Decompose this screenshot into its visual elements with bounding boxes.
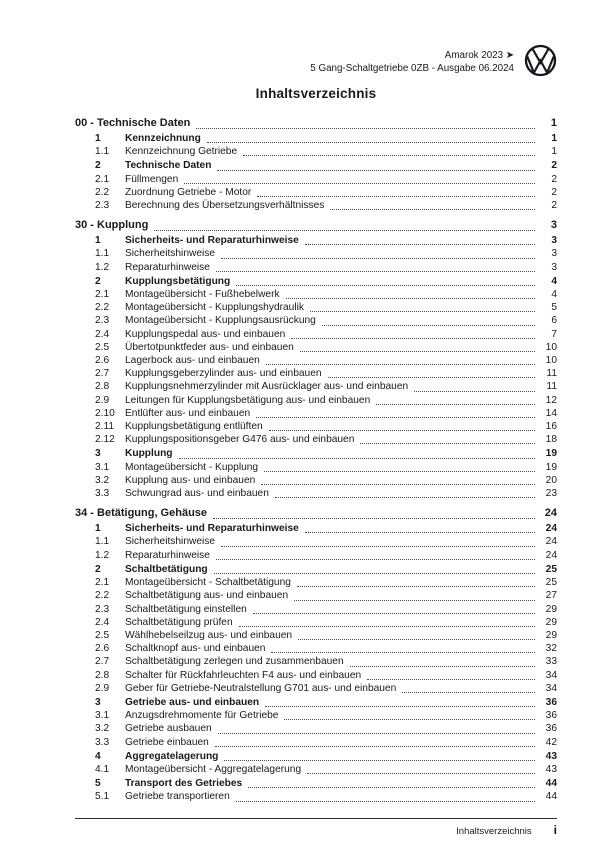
dot-leader bbox=[275, 497, 535, 498]
dot-leader bbox=[300, 351, 535, 352]
section-label: Schaltbetätigung einstellen bbox=[125, 603, 247, 615]
section-label: Zuordnung Getriebe - Motor bbox=[125, 186, 252, 198]
section-page-number: 2 bbox=[551, 200, 557, 212]
section-label: Getriebe einbauen bbox=[125, 736, 209, 748]
section-number: 2.3 bbox=[95, 200, 110, 212]
toc-section-row[interactable] bbox=[75, 474, 557, 487]
toc-section-row[interactable] bbox=[75, 261, 557, 274]
dot-leader bbox=[360, 443, 535, 444]
section-label: Schaltbetätigung zerlegen und zusammenbauen bbox=[125, 656, 344, 668]
chapter-label: 30 - Kupplung bbox=[75, 219, 149, 232]
toc-section-row[interactable] bbox=[75, 394, 557, 407]
section-page-number: 25 bbox=[545, 577, 557, 589]
section-page-number: 25 bbox=[545, 563, 557, 575]
section-label: Übertotpunktfeder aus- und einbauen bbox=[125, 341, 294, 353]
toc-section-row[interactable] bbox=[75, 247, 557, 260]
dot-leader bbox=[291, 338, 535, 339]
section-number: 2.5 bbox=[95, 629, 110, 641]
section-number: 2.9 bbox=[95, 682, 110, 694]
section-number: 2.5 bbox=[95, 341, 110, 353]
toc-section-row[interactable] bbox=[75, 447, 557, 460]
toc-section-row[interactable] bbox=[75, 288, 557, 301]
section-page-number: 36 bbox=[545, 696, 557, 708]
section-page-number: 24 bbox=[545, 523, 557, 535]
dot-leader bbox=[307, 773, 535, 774]
section-label: Kupplung aus- und einbauen bbox=[125, 474, 256, 486]
section-page-number: 36 bbox=[545, 710, 557, 722]
toc-section-row[interactable] bbox=[75, 603, 557, 616]
toc-section-row[interactable] bbox=[75, 173, 557, 186]
section-number: 1.1 bbox=[95, 536, 110, 548]
toc-chapter-row[interactable] bbox=[75, 116, 557, 131]
section-number: 2.3 bbox=[95, 315, 110, 327]
section-number: 2 bbox=[95, 160, 101, 172]
dot-leader bbox=[305, 244, 535, 245]
section-number: 4 bbox=[95, 750, 101, 762]
section-label: Montageübersicht - Aggregatelagerung bbox=[125, 763, 302, 775]
dot-leader bbox=[402, 692, 535, 693]
section-page-number: 10 bbox=[545, 341, 557, 353]
table-of-contents bbox=[75, 116, 557, 804]
section-number: 3.3 bbox=[95, 736, 110, 748]
section-page-number: 11 bbox=[546, 381, 557, 393]
model-line: Amarok 2023 ➤ bbox=[444, 50, 514, 61]
dot-leader bbox=[213, 518, 535, 519]
section-page-number: 19 bbox=[545, 448, 557, 460]
section-label: Kupplungsbetätigung bbox=[125, 275, 231, 287]
dot-leader bbox=[269, 430, 535, 431]
dot-leader bbox=[214, 573, 535, 574]
toc-section-row[interactable] bbox=[75, 301, 557, 314]
chapter-page-number: 3 bbox=[550, 219, 557, 232]
section-number: 2.4 bbox=[95, 328, 110, 340]
toc-section-row[interactable] bbox=[75, 522, 557, 535]
section-label: Kupplungsbetätigung entlüften bbox=[125, 421, 263, 433]
section-label: Kupplung bbox=[125, 448, 173, 460]
toc-section-row[interactable] bbox=[75, 563, 557, 576]
dot-leader bbox=[284, 719, 535, 720]
dot-leader bbox=[330, 209, 535, 210]
section-page-number: 29 bbox=[545, 629, 557, 641]
section-label: Montageübersicht - Kupplung bbox=[125, 461, 259, 473]
section-label: Montageübersicht - Schaltbetätigung bbox=[125, 577, 291, 589]
section-label: Anzugsdrehmomente für Getriebe bbox=[125, 710, 279, 722]
section-page-number: 34 bbox=[545, 669, 557, 681]
dot-leader bbox=[221, 258, 535, 259]
section-number: 1 bbox=[95, 133, 101, 144]
dot-leader bbox=[328, 377, 535, 378]
section-label: Montageübersicht - Fußhebelwerk bbox=[125, 289, 280, 301]
section-page-number: 5 bbox=[551, 302, 557, 314]
section-page-number: 1 bbox=[551, 133, 557, 144]
toc-section-row[interactable] bbox=[75, 487, 557, 500]
dot-leader bbox=[243, 155, 535, 156]
section-number: 3.3 bbox=[95, 488, 110, 500]
section-label: Schaltbetätigung aus- und einbauen bbox=[125, 590, 289, 602]
page-header bbox=[75, 44, 557, 77]
toc-section-row[interactable] bbox=[75, 709, 557, 722]
section-label: Geber für Getriebe-Neutralstellung G701 aus- und einbauen bbox=[125, 682, 397, 694]
section-label: Aggregatelagerung bbox=[125, 750, 219, 762]
section-label: Reparaturhinweise bbox=[125, 549, 210, 561]
toc-section-row[interactable] bbox=[75, 535, 557, 548]
chapter-label: 00 - Technische Daten bbox=[75, 117, 191, 129]
section-number: 3 bbox=[95, 448, 101, 460]
section-number: 5.1 bbox=[95, 791, 110, 803]
section-page-number: 43 bbox=[545, 763, 557, 775]
dot-leader bbox=[271, 652, 535, 653]
toc-section-row[interactable] bbox=[75, 696, 557, 709]
chapter-page-number: 1 bbox=[550, 117, 557, 129]
toc-section-row[interactable] bbox=[75, 655, 557, 668]
section-number: 2.7 bbox=[95, 656, 110, 668]
section-number: 2.6 bbox=[95, 643, 110, 655]
dot-leader bbox=[216, 271, 535, 272]
section-page-number: 6 bbox=[551, 315, 557, 327]
dot-leader bbox=[265, 706, 535, 707]
section-number: 2.6 bbox=[95, 355, 110, 367]
section-label: Getriebe ausbauen bbox=[125, 723, 212, 735]
dot-leader bbox=[236, 801, 535, 802]
section-page-number: 29 bbox=[545, 616, 557, 628]
section-label: Reparaturhinweise bbox=[125, 261, 210, 273]
dot-leader bbox=[253, 613, 535, 614]
section-page-number: 11 bbox=[546, 368, 557, 380]
section-page-number: 34 bbox=[545, 682, 557, 694]
toc-section-row[interactable] bbox=[75, 763, 557, 776]
dot-leader bbox=[264, 471, 535, 472]
section-page-number: 14 bbox=[545, 407, 557, 419]
section-page-number: 27 bbox=[545, 590, 557, 602]
section-label: Schalter für Rückfahrleuchten F4 aus- und einbauen bbox=[125, 669, 362, 681]
toc-section-row[interactable] bbox=[75, 275, 557, 288]
section-page-number: 2 bbox=[551, 160, 557, 172]
toc-section-row[interactable] bbox=[75, 589, 557, 602]
section-page-number: 44 bbox=[545, 791, 557, 803]
toc-section-row[interactable] bbox=[75, 314, 557, 327]
section-number: 2.2 bbox=[95, 302, 110, 314]
dot-leader bbox=[154, 230, 535, 231]
section-number: 2.1 bbox=[95, 577, 110, 589]
footer-divider bbox=[75, 818, 557, 819]
section-page-number: 20 bbox=[545, 474, 557, 486]
toc-section-row[interactable] bbox=[75, 750, 557, 763]
section-number: 2.4 bbox=[95, 616, 110, 628]
section-page-number: 24 bbox=[545, 549, 557, 561]
section-number: 1 bbox=[95, 523, 101, 535]
dot-leader bbox=[297, 586, 535, 587]
section-page-number: 4 bbox=[551, 289, 557, 301]
section-label: Sicherheits- und Reparaturhinweise bbox=[125, 523, 299, 535]
dot-leader bbox=[224, 760, 535, 761]
section-number: 2.8 bbox=[95, 669, 110, 681]
toc-section-row[interactable] bbox=[75, 341, 557, 354]
section-label: Leitungen für Kupplungsbetätigung aus- und einbauen bbox=[125, 394, 371, 406]
section-page-number: 3 bbox=[551, 261, 557, 273]
toc-section-row[interactable] bbox=[75, 433, 557, 446]
toc-section-row[interactable] bbox=[75, 736, 557, 749]
section-number: 2.9 bbox=[95, 394, 110, 406]
dot-leader bbox=[376, 404, 535, 405]
section-page-number: 10 bbox=[545, 355, 557, 367]
section-page-number: 29 bbox=[545, 603, 557, 615]
section-number: 3.2 bbox=[95, 723, 110, 735]
section-label: Kennzeichnung bbox=[125, 133, 201, 144]
section-number: 2.12 bbox=[95, 434, 115, 446]
dot-leader bbox=[298, 639, 535, 640]
dot-leader bbox=[216, 559, 535, 560]
toc-section-row[interactable] bbox=[75, 380, 557, 393]
section-label: Getriebe transportieren bbox=[125, 791, 230, 803]
section-page-number: 19 bbox=[545, 461, 557, 473]
chapter-page-number: 24 bbox=[544, 507, 557, 520]
dot-leader bbox=[414, 391, 535, 392]
section-label: Kennzeichnung Getriebe bbox=[125, 146, 238, 158]
section-page-number: 42 bbox=[545, 736, 557, 748]
section-page-number: 1 bbox=[551, 146, 557, 158]
toc-section-row[interactable] bbox=[75, 354, 557, 367]
toc-section-row[interactable] bbox=[75, 420, 557, 433]
toc-section-row[interactable] bbox=[75, 777, 557, 790]
dot-leader bbox=[266, 364, 535, 365]
toc-section-row[interactable] bbox=[75, 461, 557, 474]
dot-leader bbox=[179, 458, 535, 459]
section-number: 1.1 bbox=[95, 146, 110, 158]
section-label: Kupplungsgeberzylinder aus- und einbauen bbox=[125, 368, 322, 380]
dot-leader bbox=[217, 170, 535, 171]
edition-line: 5 Gang-Schaltgetriebe 0ZB - Ausgabe 06.2024 bbox=[310, 63, 514, 74]
section-page-number: 2 bbox=[551, 186, 557, 198]
toc-section-row[interactable] bbox=[75, 576, 557, 589]
dot-leader bbox=[207, 142, 535, 143]
section-label: Kupplungspedal aus- und einbauen bbox=[125, 328, 286, 340]
section-number: 1.2 bbox=[95, 261, 110, 273]
toc-section-row[interactable] bbox=[75, 722, 557, 735]
section-number: 2.3 bbox=[95, 603, 110, 615]
dot-leader bbox=[218, 733, 535, 734]
section-number: 2.2 bbox=[95, 590, 110, 602]
section-page-number: 36 bbox=[545, 723, 557, 735]
footer-page-number: i bbox=[553, 823, 557, 837]
toc-section-row[interactable] bbox=[75, 186, 557, 199]
section-label: Füllmengen bbox=[125, 173, 179, 185]
section-label: Schaltknopf aus- und einbauen bbox=[125, 643, 266, 655]
page-footer bbox=[75, 818, 557, 837]
toc-section-row[interactable] bbox=[75, 629, 557, 642]
dot-leader bbox=[221, 546, 535, 547]
section-number: 3 bbox=[95, 696, 101, 708]
section-label: Entlüfter aus- und einbauen bbox=[125, 407, 251, 419]
toc-section-row[interactable] bbox=[75, 145, 557, 158]
toc-section-row[interactable] bbox=[75, 407, 557, 420]
section-page-number: 43 bbox=[545, 750, 557, 762]
section-label: Lagerbock aus- und einbauen bbox=[125, 355, 260, 367]
section-number: 5 bbox=[95, 778, 101, 790]
dot-leader bbox=[322, 325, 535, 326]
section-number: 3.2 bbox=[95, 474, 110, 486]
section-page-number: 2 bbox=[551, 173, 557, 185]
section-label: Sicherheitshinweise bbox=[125, 536, 216, 548]
toc-section-row[interactable] bbox=[75, 234, 557, 247]
chapter-label: 34 - Betätigung, Gehäuse bbox=[75, 507, 208, 520]
section-label: Getriebe aus- und einbauen bbox=[125, 696, 260, 708]
dot-leader bbox=[350, 666, 535, 667]
toc-section-row[interactable] bbox=[75, 549, 557, 562]
section-label: Montageübersicht - Kupplungsausrückung bbox=[125, 315, 316, 327]
dot-leader bbox=[310, 311, 535, 312]
dot-leader bbox=[184, 183, 535, 184]
section-page-number: 16 bbox=[545, 421, 557, 433]
toc-section-row[interactable] bbox=[75, 616, 557, 629]
section-number: 1.1 bbox=[95, 248, 110, 260]
toc-section-row[interactable] bbox=[75, 199, 557, 212]
section-number: 2 bbox=[95, 275, 101, 287]
toc-chapter-row[interactable] bbox=[75, 218, 557, 233]
section-number: 2.1 bbox=[95, 173, 110, 185]
toc-section-row[interactable] bbox=[75, 328, 557, 341]
section-number: 2.7 bbox=[95, 368, 110, 380]
toc-chapter-row[interactable] bbox=[75, 506, 557, 521]
toc-section-row[interactable] bbox=[75, 642, 557, 655]
section-page-number: 33 bbox=[545, 656, 557, 668]
section-page-number: 7 bbox=[551, 328, 557, 340]
section-number: 4.1 bbox=[95, 763, 110, 775]
header-text-block bbox=[310, 44, 514, 75]
section-page-number: 3 bbox=[551, 235, 557, 247]
section-label: Berechnung des Übersetzungsverhältnisses bbox=[125, 200, 325, 212]
section-page-number: 23 bbox=[545, 488, 557, 500]
dot-leader bbox=[196, 128, 535, 129]
section-label: Kupplungsnehmerzylinder mit Ausrücklager aus- und einbauen bbox=[125, 381, 409, 393]
dot-leader bbox=[239, 626, 535, 627]
toc-section-row[interactable] bbox=[75, 669, 557, 682]
section-number: 2.10 bbox=[95, 407, 115, 419]
section-number: 2.8 bbox=[95, 381, 110, 393]
section-page-number: 18 bbox=[545, 434, 557, 446]
section-label: Sicherheits- und Reparaturhinweise bbox=[125, 235, 299, 247]
dot-leader bbox=[305, 532, 535, 533]
toc-section-row[interactable] bbox=[75, 682, 557, 695]
section-number: 2 bbox=[95, 563, 101, 575]
dot-leader bbox=[256, 417, 535, 418]
dot-leader bbox=[215, 746, 535, 747]
toc-section-row[interactable] bbox=[75, 159, 557, 172]
toc-section-row[interactable] bbox=[75, 132, 557, 145]
section-label: Schaltbetätigung bbox=[125, 563, 208, 575]
section-number: 2.1 bbox=[95, 289, 110, 301]
section-label: Transport des Getriebes bbox=[125, 778, 243, 790]
section-number: 3.1 bbox=[95, 710, 110, 722]
section-page-number: 12 bbox=[545, 394, 557, 406]
section-number: 1.2 bbox=[95, 549, 110, 561]
section-label: Montageübersicht - Kupplungshydraulik bbox=[125, 302, 304, 314]
toc-section-row[interactable] bbox=[75, 790, 557, 803]
section-label: Technische Daten bbox=[125, 160, 212, 172]
dot-leader bbox=[261, 484, 535, 485]
dot-leader bbox=[294, 600, 535, 601]
section-page-number: 4 bbox=[551, 275, 557, 287]
vw-logo-icon bbox=[524, 44, 557, 77]
section-number: 2.2 bbox=[95, 186, 110, 198]
section-number: 3.1 bbox=[95, 461, 110, 473]
section-number: 2.11 bbox=[95, 421, 115, 433]
section-page-number: 32 bbox=[545, 643, 557, 655]
dot-leader bbox=[236, 285, 535, 286]
section-page-number: 24 bbox=[545, 536, 557, 548]
section-label: Schaltbetätigung prüfen bbox=[125, 616, 233, 628]
section-label: Kupplungspositionsgeber G476 aus- und einbauen bbox=[125, 434, 355, 446]
section-label: Sicherheitshinweise bbox=[125, 248, 216, 260]
footer-label: Inhaltsverzeichnis bbox=[456, 826, 532, 837]
toc-section-row[interactable] bbox=[75, 367, 557, 380]
dot-leader bbox=[248, 787, 535, 788]
section-page-number: 3 bbox=[551, 248, 557, 260]
section-page-number: 44 bbox=[545, 778, 557, 790]
dot-leader bbox=[286, 298, 535, 299]
section-label: Wählhebelseilzug aus- und einbauen bbox=[125, 629, 293, 641]
section-label: Schwungrad aus- und einbauen bbox=[125, 488, 269, 500]
page-title: Inhaltsverzeichnis bbox=[255, 86, 377, 101]
dot-leader bbox=[257, 196, 535, 197]
footer-row bbox=[75, 823, 557, 837]
dot-leader bbox=[367, 679, 535, 680]
section-number: 1 bbox=[95, 235, 101, 247]
